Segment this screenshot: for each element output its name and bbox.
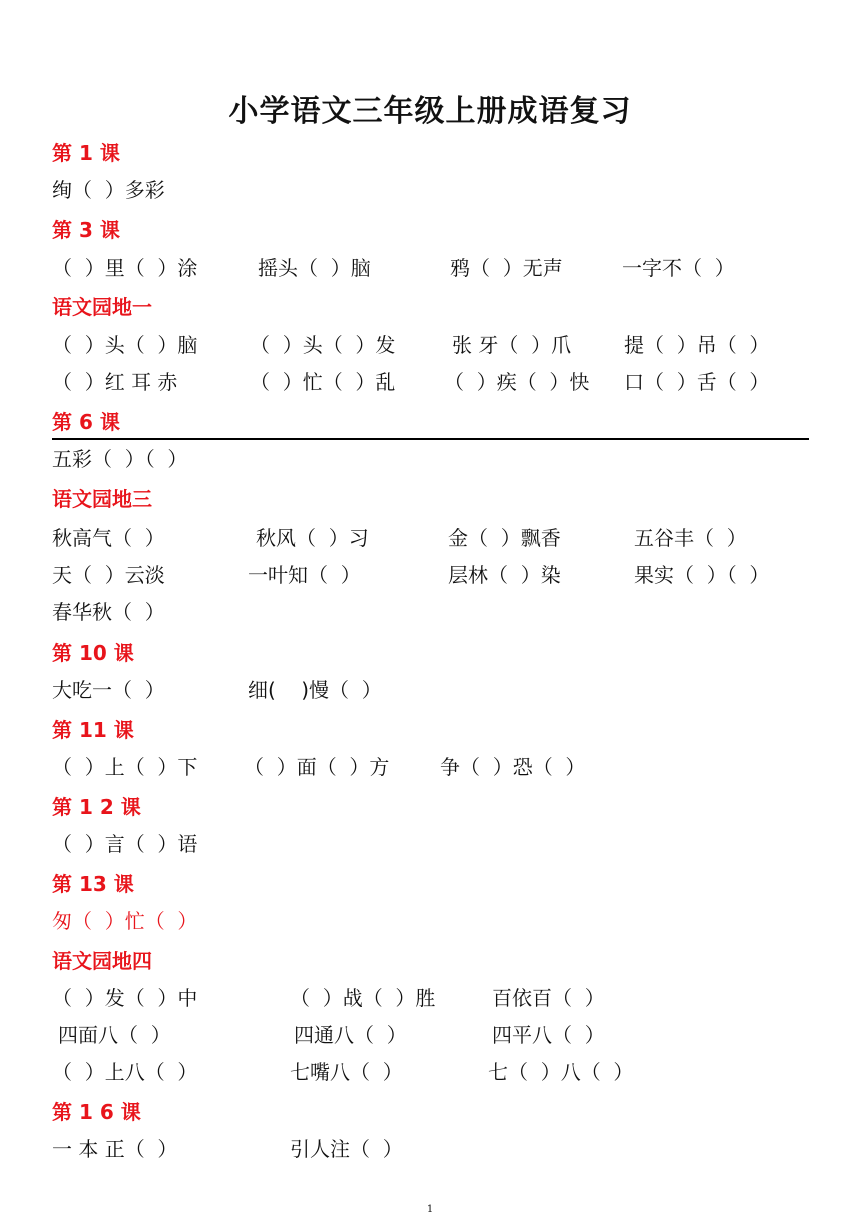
idiom-item: 百依百（ ） bbox=[492, 986, 605, 1010]
idiom-item: 五谷丰（ ） bbox=[634, 526, 747, 550]
idiom-item: 提（ ）吊（ ） bbox=[624, 333, 770, 357]
section-heading: 第 6 课 bbox=[52, 410, 120, 434]
idiom-item: 四平八（ ） bbox=[492, 1023, 605, 1047]
idiom-row bbox=[52, 366, 812, 394]
section-heading: 第 1 课 bbox=[52, 141, 120, 165]
idiom-item: 细( )慢（ ） bbox=[248, 678, 382, 702]
idiom-item: 春华秋（ ） bbox=[52, 600, 165, 624]
idiom-item: （ ）言（ ）语 bbox=[52, 832, 198, 856]
idiom-item: 五彩（ ）（ ） bbox=[52, 447, 188, 471]
idiom-item: （ ）里（ ）涂 bbox=[52, 256, 198, 280]
idiom-item: 七嘴八（ ） bbox=[290, 1060, 403, 1084]
idiom-item: 绚（ ）多彩 bbox=[52, 178, 165, 202]
section-heading: 第 3 课 bbox=[52, 218, 120, 242]
idiom-row bbox=[52, 252, 812, 280]
section-heading: 第 11 课 bbox=[52, 718, 134, 742]
section-heading: 语文园地一 bbox=[52, 295, 152, 319]
idiom-item: （ ）疾（ ）快 bbox=[444, 370, 590, 394]
divider-line bbox=[52, 438, 809, 440]
idiom-item: 四面八（ ） bbox=[58, 1023, 171, 1047]
idiom-row bbox=[52, 1056, 812, 1084]
idiom-row bbox=[52, 596, 812, 624]
idiom-item: 鸦（ ）无声 bbox=[450, 256, 563, 280]
section-heading: 第 1 2 课 bbox=[52, 795, 141, 819]
idiom-row bbox=[52, 329, 812, 357]
idiom-item: （ ）战（ ）胜 bbox=[290, 986, 436, 1010]
idiom-item: 大吃一（ ） bbox=[52, 678, 165, 702]
idiom-item: （ ）红 耳 赤 bbox=[52, 370, 178, 394]
idiom-row bbox=[52, 982, 812, 1010]
idiom-item: 引人注（ ） bbox=[290, 1137, 403, 1161]
section-heading: 语文园地四 bbox=[52, 949, 152, 973]
section-heading: 第 10 课 bbox=[52, 641, 134, 665]
idiom-item: 金（ ）飘香 bbox=[448, 526, 561, 550]
idiom-item: 四通八（ ） bbox=[294, 1023, 407, 1047]
idiom-row bbox=[52, 174, 812, 202]
idiom-row bbox=[52, 751, 812, 779]
idiom-item: 匆（ ）忙（ ） bbox=[52, 909, 198, 933]
idiom-item: （ ）上八（ ） bbox=[52, 1060, 198, 1084]
idiom-row bbox=[52, 1019, 812, 1047]
idiom-row bbox=[52, 828, 812, 856]
idiom-item: 秋风（ ）习 bbox=[256, 526, 369, 550]
idiom-item: 一 本 正（ ） bbox=[52, 1137, 178, 1161]
section-heading: 语文园地三 bbox=[52, 487, 152, 511]
idiom-item: 张 牙（ ）爪 bbox=[452, 333, 572, 357]
idiom-item: （ ）面（ ）方 bbox=[244, 755, 390, 779]
idiom-row bbox=[52, 905, 812, 933]
idiom-item: 口（ ）舌（ ） bbox=[624, 370, 770, 394]
page-number: 1 bbox=[426, 1204, 434, 1215]
idiom-row bbox=[52, 443, 812, 471]
idiom-item: 一叶知（ ） bbox=[248, 563, 361, 587]
idiom-item: （ ）忙（ ）乱 bbox=[250, 370, 396, 394]
idiom-item: 争（ ）恐（ ） bbox=[440, 755, 586, 779]
section-heading: 第 13 课 bbox=[52, 872, 134, 896]
idiom-item: 七（ ）八（ ） bbox=[488, 1060, 634, 1084]
idiom-item: 一字不（ ） bbox=[622, 256, 735, 280]
idiom-row bbox=[52, 674, 812, 702]
idiom-item: 层林（ ）染 bbox=[448, 563, 561, 587]
idiom-item: 摇头（ ）脑 bbox=[258, 256, 371, 280]
idiom-row bbox=[52, 522, 812, 550]
section-heading: 第 1 6 课 bbox=[52, 1100, 141, 1124]
idiom-row bbox=[52, 559, 812, 587]
idiom-row bbox=[52, 1133, 812, 1161]
page-title: 小学语文三年级上册成语复习 bbox=[228, 94, 632, 129]
idiom-item: 天（ ）云淡 bbox=[52, 563, 165, 587]
idiom-item: 果实（ ）（ ） bbox=[634, 563, 770, 587]
idiom-item: （ ）上（ ）下 bbox=[52, 755, 198, 779]
idiom-item: 秋高气（ ） bbox=[52, 526, 165, 550]
idiom-item: （ ）头（ ）发 bbox=[250, 333, 396, 357]
idiom-item: （ ）头（ ）脑 bbox=[52, 333, 198, 357]
idiom-item: （ ）发（ ）中 bbox=[52, 986, 198, 1010]
